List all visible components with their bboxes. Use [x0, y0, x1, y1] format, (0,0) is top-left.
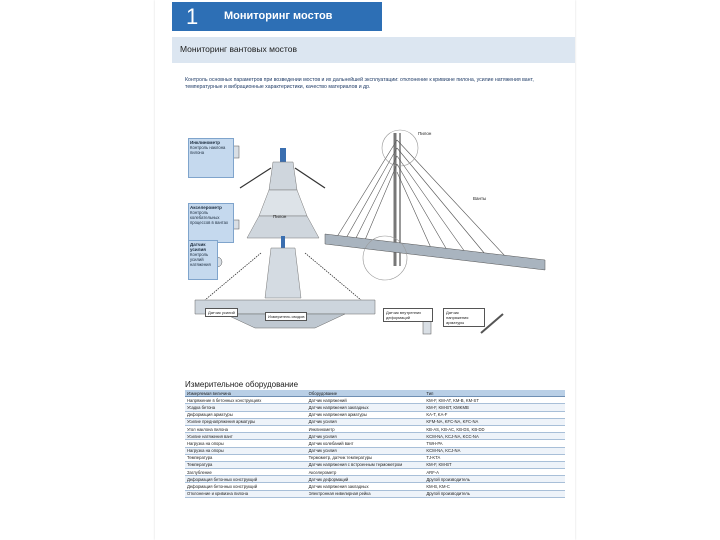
table-row	[185, 447, 565, 454]
bridge-deck	[325, 234, 545, 270]
callout-title: Датчик усилия	[190, 242, 206, 252]
table-row	[185, 404, 565, 411]
chapter-title: Мониторинг мостов	[224, 10, 333, 22]
table-cell: Датчик напряжения с встроенным термометром	[307, 461, 425, 468]
table-row	[185, 425, 565, 432]
table-header-row	[185, 390, 565, 397]
table-cell: TJ-KTA	[424, 454, 565, 461]
table-cell: Деформация бетонных конструкций	[185, 476, 307, 483]
table-cell: Датчик напряжения закладных	[307, 483, 425, 490]
equipment-table	[185, 390, 565, 498]
callout-text: Контроль колебательных процессов в вантах	[190, 210, 229, 225]
table-cell: Температура	[185, 454, 307, 461]
table-row	[185, 433, 565, 440]
table-cell: Датчик усилия	[307, 433, 425, 440]
table-cell: KM-F, KM-BT	[424, 461, 565, 468]
table-cell: Деформация бетонных конструкций	[185, 483, 307, 490]
table-row	[185, 440, 565, 447]
pylon-label: Пилон	[418, 131, 432, 136]
intro-paragraph: Контроль основных параметров при возведении мостов и их дальнейшей эксплуатации: отклонение к кривизне пилона, усилие натяжения вант, температурные и вибрационные характеристики, качество материалов и др.	[185, 77, 534, 90]
table-cell: Усилие натяжения вант	[185, 433, 307, 440]
table-cell: Другой производитель	[424, 490, 565, 497]
table-cell: KFM-NA, KFC-NA, KFC-NA	[424, 418, 565, 425]
table-cell: Напряжение в бетонных конструкциях	[185, 397, 307, 404]
table-cell: KCM-NA, KCJ-NA	[424, 447, 565, 454]
table-row	[185, 418, 565, 425]
table-row	[185, 469, 565, 476]
chapter-title-box	[172, 2, 382, 31]
table-row	[185, 483, 565, 490]
inclinometer-callout	[188, 138, 234, 178]
table-cell: Отклонение и кривизна пилона	[185, 490, 307, 497]
table-cell: Заглубление	[185, 469, 307, 476]
table-cell: KA-T, KA-F	[424, 411, 565, 418]
table-cell: Температура	[185, 461, 307, 468]
table-cell: Акселерометр	[307, 469, 425, 476]
table-cell: Усадка бетона	[185, 404, 307, 411]
column-header: Измеряемая величина	[185, 390, 307, 397]
column-header: Тип	[424, 390, 565, 397]
accelerometer-callout	[188, 203, 234, 243]
table-cell: Термометр, датчик температуры	[307, 454, 425, 461]
table-cell: Датчик напряжения арматуры	[307, 411, 425, 418]
chapter-number: 1	[186, 4, 199, 29]
callout-title: Инклинометр	[190, 140, 221, 145]
callout-title: Акселерометр	[190, 205, 222, 210]
document-page	[155, 0, 575, 540]
table-cell: Усилие преднапряжения арматуры	[185, 418, 307, 425]
table-cell: KM-B, KM-C	[424, 483, 565, 490]
table-cell: Угол наклона пилона	[185, 425, 307, 432]
embedded-strain-tag: Датчик внутренних деформаций	[383, 308, 433, 322]
chapter-header	[155, 0, 575, 33]
table-cell: Инклинометр	[307, 425, 425, 432]
force-sensor-tag: Датчик усилий	[205, 308, 238, 317]
force-sensor-callout	[188, 240, 218, 280]
table-cell: KCM-NA, KCJ-NA, KCC-NA	[424, 433, 565, 440]
section-band	[172, 37, 575, 63]
table-cell: ARF-A	[424, 469, 565, 476]
table-cell: Датчик напряжения закладных	[307, 404, 425, 411]
bridge-illustration	[185, 128, 565, 373]
table-cell: Датчик усилия	[307, 447, 425, 454]
pylon-left-label: Пилон	[273, 214, 287, 219]
table-cell: Датчик колебаний вант	[307, 440, 425, 447]
equipment-table-body	[185, 397, 565, 498]
table-cell: Другой производитель	[424, 476, 565, 483]
table-cell: Электронная нивелирная рейка	[307, 490, 425, 497]
table-cell: Нагрузка на опоры	[185, 447, 307, 454]
table-cell: Датчик усилия	[307, 418, 425, 425]
stays-label: Ванты	[473, 196, 487, 201]
table-cell: KM-F, KM-BT, KMKMB	[424, 404, 565, 411]
callout-text: Контроль наклона пилона	[190, 145, 226, 155]
table-cell: KM-F, KM-AT, KM-B, KM-ST	[424, 397, 565, 404]
table-cell: Датчик напряжений	[307, 397, 425, 404]
table-row	[185, 490, 565, 497]
deflection-gauge-tag: Измеритель сводов	[265, 312, 307, 321]
table-cell: Нагрузка на опоры	[185, 440, 307, 447]
callout-text: Контроль усилий натяжения	[190, 252, 211, 267]
equipment-title: Измерительное оборудование	[185, 380, 299, 389]
bridge-drawing	[185, 128, 565, 373]
table-row	[185, 411, 565, 418]
strain-sensor-tag: Датчик напряжения арматуры	[443, 308, 485, 327]
table-cell: Деформация арматуры	[185, 411, 307, 418]
table-row	[185, 397, 565, 404]
table-row	[185, 476, 565, 483]
table-row	[185, 454, 565, 461]
table-row	[185, 461, 565, 468]
table-cell: TWH-PA	[424, 440, 565, 447]
section-title: Мониторинг вантовых мостов	[180, 44, 297, 54]
table-cell: KB-AS, KB-AC, KB-DS, KB-DD	[424, 425, 565, 432]
column-header: Оборудование	[307, 390, 425, 397]
pylon-sensor	[281, 236, 285, 248]
table-cell: Датчик деформаций	[307, 476, 425, 483]
inclinometer-device	[280, 148, 286, 162]
